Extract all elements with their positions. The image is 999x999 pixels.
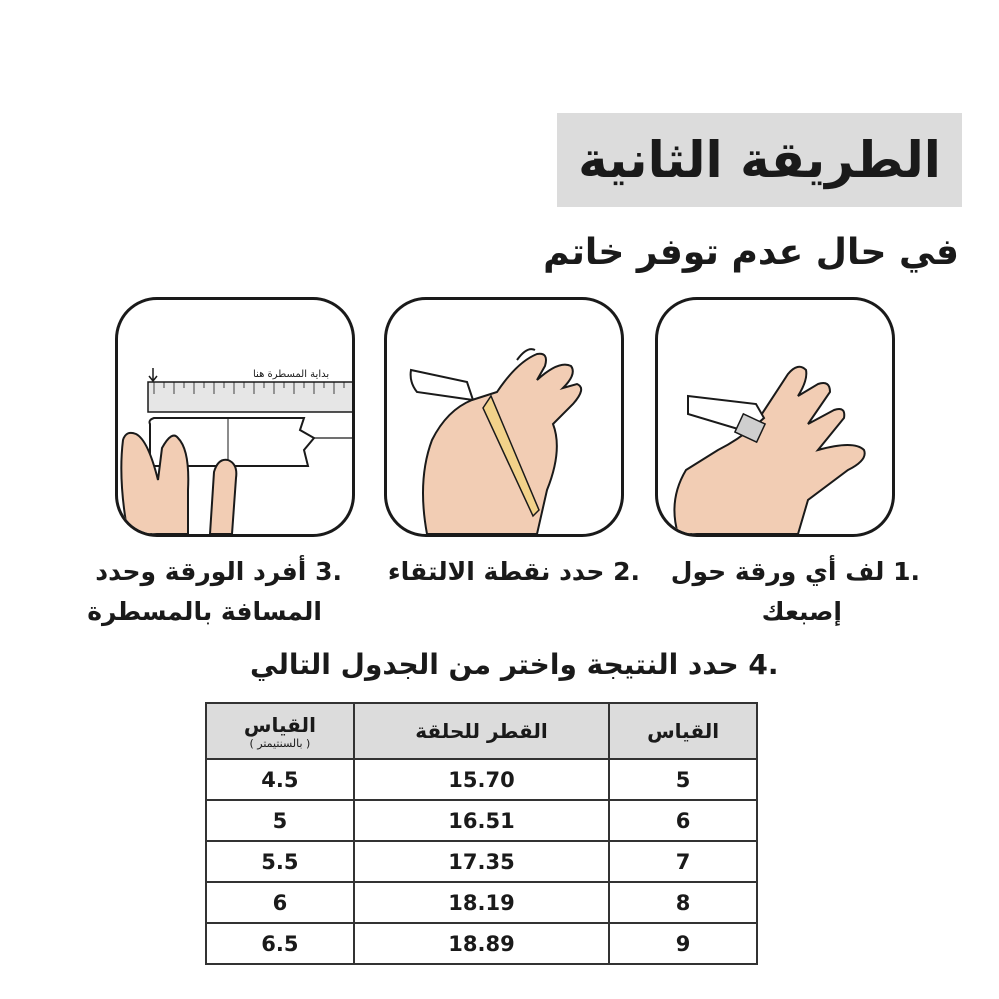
cell-diameter: 18.19: [354, 882, 609, 923]
step-3-number: 3.: [315, 557, 342, 586]
ruler: [148, 382, 352, 412]
table-heading-text: حدد النتيجة واختر من الجدول التالي: [250, 648, 739, 681]
cell-diameter: 17.35: [354, 841, 609, 882]
page-subtitle: في حال عدم توفر خاتم: [543, 232, 959, 273]
header-size-cm: [206, 703, 354, 759]
table-row: [206, 882, 757, 923]
table-row: [206, 800, 757, 841]
step-3-text: أفرد الورقة وحدد: [95, 557, 307, 586]
cell-diameter: 15.70: [354, 759, 609, 800]
header-size-cm-label: القياس: [243, 712, 316, 737]
cell-cm: 5: [206, 800, 354, 841]
arrow-down-icon: [149, 368, 157, 381]
cell-size: 8: [609, 882, 757, 923]
cell-size: 6: [609, 800, 757, 841]
step-1-caption: [638, 552, 920, 632]
table-header-row: [206, 703, 757, 759]
table-row: [206, 923, 757, 964]
step-3-caption: [70, 552, 342, 632]
step-2-number: 2.: [613, 557, 640, 586]
header-diameter: القطر للحلقة: [354, 703, 609, 759]
cell-diameter: 18.89: [354, 923, 609, 964]
step-2-text: حدد نقطة الالتقاء: [387, 557, 605, 586]
title-banner: [557, 113, 962, 207]
cell-cm: 6.5: [206, 923, 354, 964]
step-3-text-line2: المسافة بالمسطرة: [87, 597, 322, 626]
right-finger: [210, 460, 236, 534]
table-heading: [250, 648, 779, 681]
header-size: القياس: [609, 703, 757, 759]
table-row: [206, 759, 757, 800]
step-4-number: 4.: [748, 648, 779, 681]
step-1-number: 1.: [893, 557, 920, 586]
step2-illustration: [384, 297, 624, 537]
step-1-text: لف أي ورقة حول: [670, 557, 885, 586]
cell-cm: 6: [206, 882, 354, 923]
cell-cm: 5.5: [206, 841, 354, 882]
page-title: الطريقة الثانية: [578, 131, 941, 189]
hand: [674, 367, 864, 534]
paper-roll: [411, 370, 473, 400]
cell-size: 9: [609, 923, 757, 964]
ruler-start-label: بداية المسطرة هنا: [253, 369, 330, 380]
step-1-text-line2: إصبعك: [761, 597, 842, 626]
size-table: [205, 702, 758, 965]
header-size-cm-unit: ( بالسنتيمتر ): [249, 736, 311, 750]
cell-cm: 4.5: [206, 759, 354, 800]
table-row: [206, 841, 757, 882]
cell-size: 7: [609, 841, 757, 882]
cell-diameter: 16.51: [354, 800, 609, 841]
step-2-caption: [370, 552, 640, 592]
step1-illustration: [655, 297, 895, 537]
cell-size: 5: [609, 759, 757, 800]
step3-illustration: [115, 297, 355, 537]
